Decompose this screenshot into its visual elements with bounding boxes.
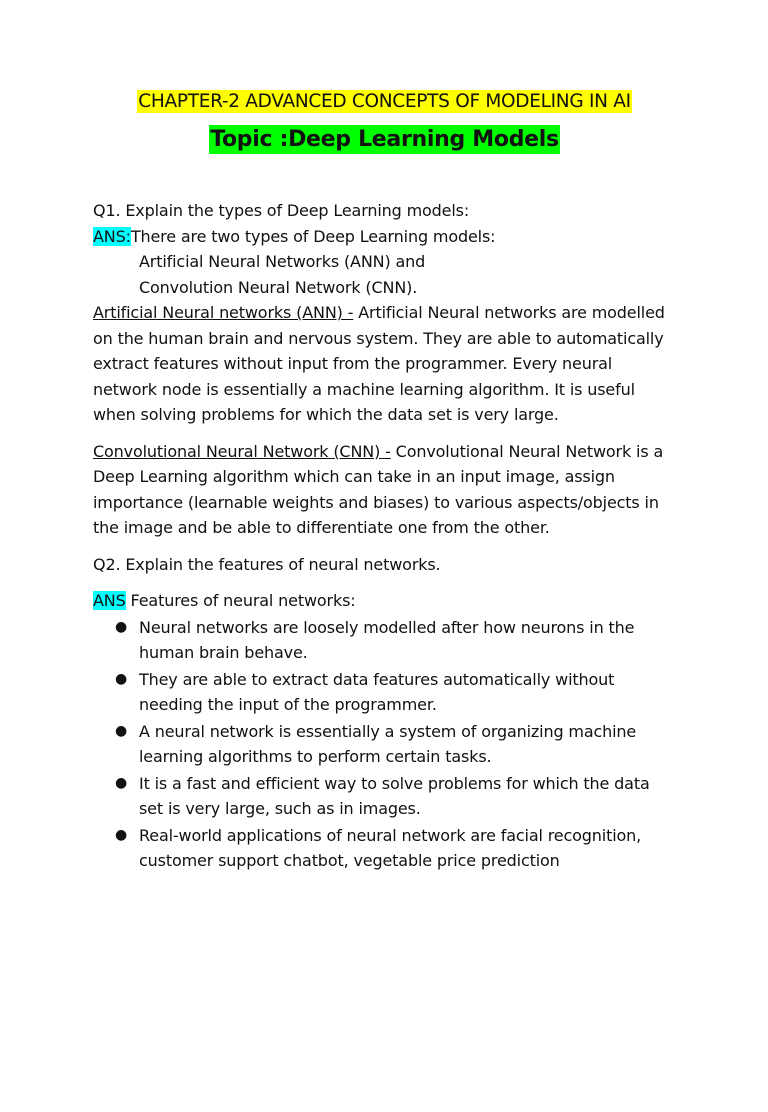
cnn-paragraph	[93, 439, 676, 541]
feature-text: They are able to extract data features automatically without needing the input of the programmer.	[139, 669, 615, 714]
topic-heading-row	[93, 123, 676, 158]
q1-type-cnn: Convolution Neural Network (CNN).	[139, 277, 418, 297]
q2-ans-text: Features of neural networks:	[125, 591, 356, 610]
ann-paragraph	[93, 300, 676, 428]
list-item	[93, 771, 676, 822]
cnn-heading: Convolutional Neural Network (CNN) -	[93, 441, 391, 461]
features-list	[93, 615, 676, 874]
ann-heading: Artificial Neural networks (ANN) -	[93, 303, 354, 322]
q2-question: Q2. Explain the features of neural networks.	[93, 554, 441, 574]
topic-title: Topic :Deep Learning Models	[210, 127, 559, 152]
list-item	[93, 719, 676, 770]
cnn-text: Convolutional Neural Network is a Deep Learning algorithm which can take in an input image, assign importance (learnable weights and biases) to various aspects/objects in the image and be able to differentiate one from the other.	[93, 441, 664, 537]
list-item	[93, 667, 676, 718]
feature-text: It is a fast and efficient way to solve problems for which the data set is very large, such as in images.	[139, 773, 650, 818]
bullet-icon: ●	[115, 722, 128, 739]
q2-answer	[93, 588, 676, 614]
chapter-heading-row	[93, 88, 676, 116]
list-item	[93, 615, 676, 666]
q1-ans-text: There are two types of Deep Learning models:	[130, 226, 496, 246]
feature-text: Neural networks are loosely modelled after how neurons in the human brain behave.	[139, 617, 635, 662]
ann-text: Artificial Neural networks are modelled on the human brain and nervous system. They are able to automatically extract features without input from the programmer. Every neural network node is essentially a machine learning algorithm. It is useful when solving problems for which the data set is very large.	[93, 303, 665, 424]
bullet-icon: ●	[115, 618, 128, 635]
q2-ans-label: ANS	[93, 591, 126, 610]
q2-section	[93, 552, 676, 874]
q1-section	[93, 198, 676, 541]
chapter-title: CHAPTER-2 ADVANCED CONCEPTS OF MODELING IN AI	[138, 91, 631, 112]
q1-type-ann: Artificial Neural Networks (ANN) and	[139, 252, 426, 271]
list-item	[93, 823, 676, 874]
feature-text: Real-world applications of neural network are facial recognition, customer support chatbot, vegetable price prediction	[139, 825, 642, 870]
q1-question: Q1. Explain the types of Deep Learning models:	[93, 201, 470, 220]
document-page	[0, 88, 768, 1112]
q1-answer	[93, 224, 676, 250]
feature-text: A neural network is essentially a system of organizing machine learning algorithms to perform certain tasks.	[139, 721, 637, 766]
bullet-icon: ●	[115, 826, 128, 843]
bullet-icon: ●	[115, 774, 128, 791]
q1-ans-label: ANS:	[93, 226, 131, 246]
bullet-icon: ●	[115, 670, 128, 687]
